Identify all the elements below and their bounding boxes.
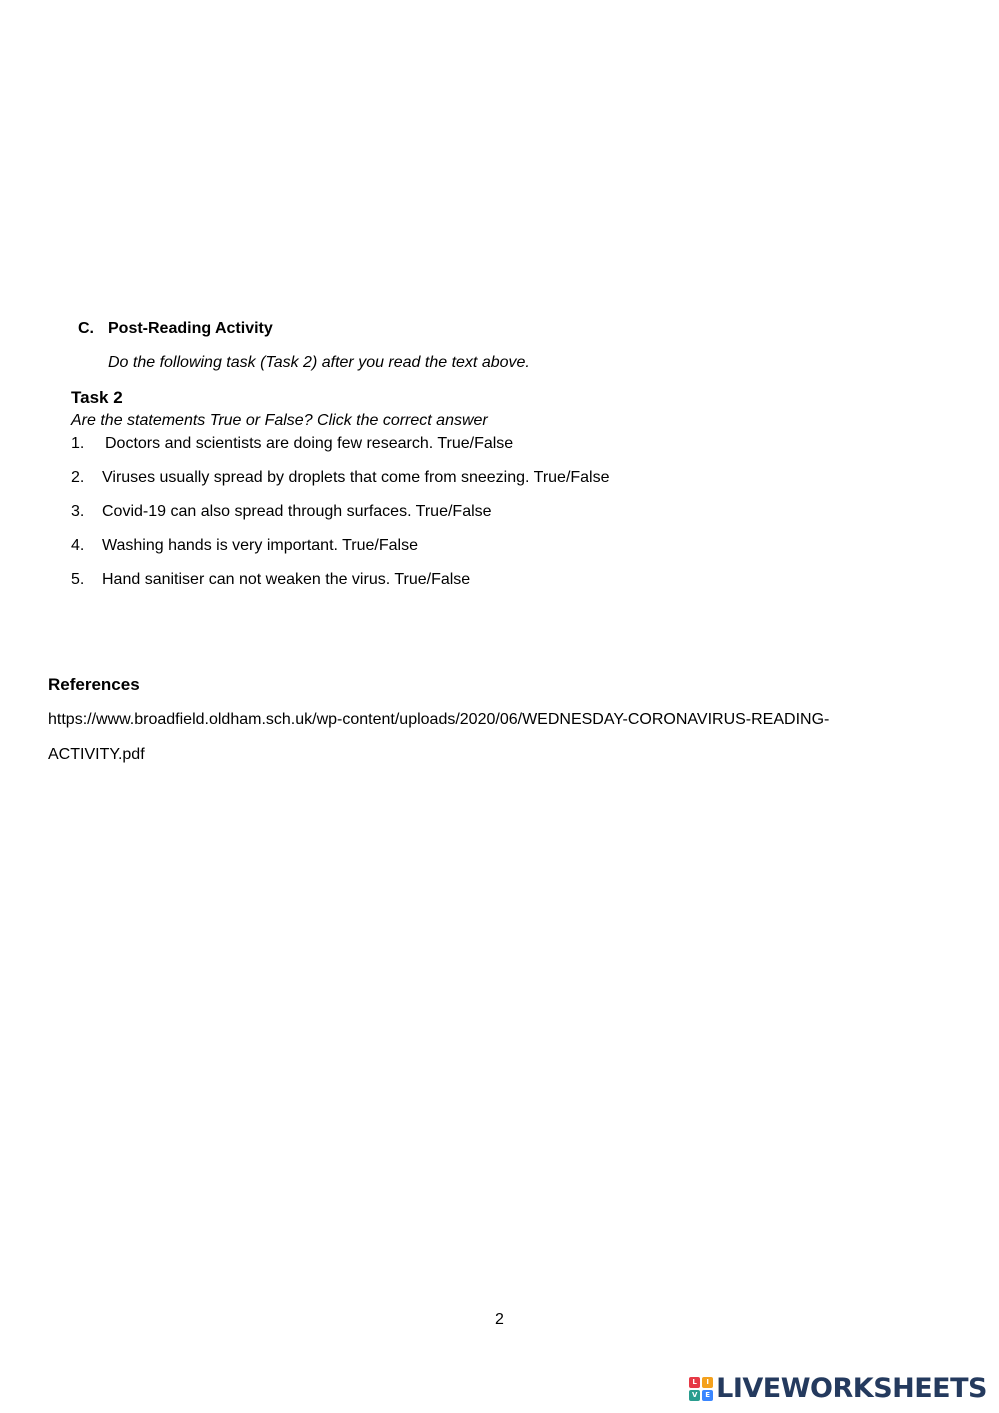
liveworksheets-logo-icon <box>689 1377 713 1401</box>
brand-name: LIVEWORKSHEETS <box>716 1373 987 1404</box>
logo-letter: E <box>702 1390 713 1401</box>
section-letter: C. <box>78 320 94 337</box>
reference-link-continued[interactable]: ACTIVITY.pdf <box>48 746 145 763</box>
question-text[interactable]: Viruses usually spread by droplets that come from sneezing. True/False <box>102 469 610 486</box>
question-number: 5. <box>71 571 85 588</box>
question-text[interactable]: Covid-19 can also spread through surfaces. True/False <box>102 503 492 520</box>
question-number: 4. <box>71 537 85 554</box>
question-item <box>71 503 492 521</box>
logo-letter: I <box>702 1377 713 1388</box>
reference-link[interactable]: https://www.broadfield.oldham.sch.uk/wp-content/uploads/2020/06/WEDNESDAY-CORONAVIRUS-READING- <box>48 711 830 728</box>
question-number: 2. <box>71 469 85 486</box>
page-number: 2 <box>495 1311 504 1328</box>
question-item <box>71 435 513 453</box>
question-number: 1. <box>71 435 85 452</box>
section-title: Post-Reading Activity <box>108 320 273 337</box>
references-title: References <box>48 675 140 694</box>
question-text[interactable]: Hand sanitiser can not weaken the virus. True/False <box>102 571 471 588</box>
question-text[interactable]: Doctors and scientists are doing few research. True/False <box>105 435 514 452</box>
section-instruction: Do the following task (Task 2) after you read the text above. <box>108 354 530 371</box>
question-number: 3. <box>71 503 85 520</box>
liveworksheets-brand <box>689 1373 987 1404</box>
task-title: Task 2 <box>71 388 123 407</box>
logo-letter: V <box>689 1390 700 1401</box>
logo-letter: L <box>689 1377 700 1388</box>
question-item <box>71 571 470 589</box>
question-item <box>71 537 418 555</box>
task-prompt: Are the statements True or False? Click the correct answer <box>71 412 488 429</box>
section-heading <box>78 320 273 338</box>
question-item <box>71 469 610 487</box>
question-text[interactable]: Washing hands is very important. True/False <box>102 537 418 554</box>
